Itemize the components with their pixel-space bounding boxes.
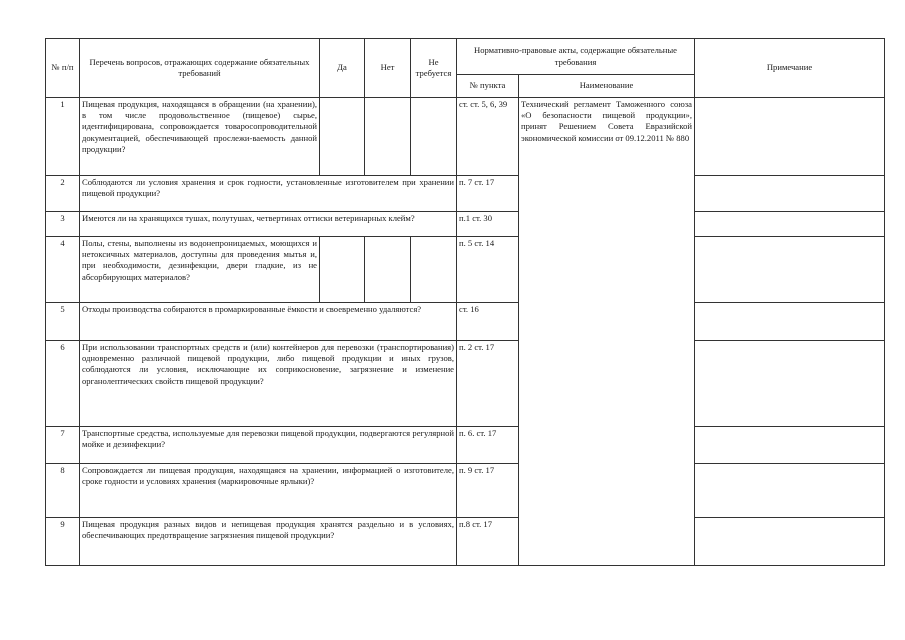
header-num: № п/п — [46, 39, 80, 98]
answer-not-required-cell[interactable] — [411, 98, 457, 176]
row-question: Пищевая продукция, находящаяся в обращении (на хранении), в том числе продовольственное (пищевое) сырье, идентифицирована, сопровождается товаросопроводительной документацией, обеспечивающей прослежи-ваемость данной продукции? — [80, 98, 320, 176]
checklist-table — [45, 38, 885, 566]
table-row — [46, 464, 885, 518]
answer-yes-cell[interactable] — [320, 237, 365, 303]
note-cell[interactable] — [695, 303, 885, 341]
table-row — [46, 237, 885, 303]
row-question: Соблюдаются ли условия хранения и срок годности, установленные изготовителем при хранении пищевой продукции? — [80, 176, 457, 212]
row-clause: ст. 16 — [457, 303, 519, 341]
note-cell[interactable] — [695, 341, 885, 427]
row-question: Отходы производства собираются в промаркированные ёмкости и своевременно удаляются? — [80, 303, 457, 341]
row-clause: п. 7 ст. 17 — [457, 176, 519, 212]
row-number: 1 — [46, 98, 80, 176]
table-row — [46, 341, 885, 427]
note-cell[interactable] — [695, 176, 885, 212]
row-clause: п. 5 ст. 14 — [457, 237, 519, 303]
act-name: Технический регламент Таможенного союза «О безопасности пищевой продукции», принят Решением Совета Евразийской экономической комиссии от 09.12.2011 № 880 — [519, 98, 695, 566]
row-clause: п.1 ст. 30 — [457, 212, 519, 237]
header-note: Примечание — [695, 39, 885, 98]
row-number: 4 — [46, 237, 80, 303]
note-cell[interactable] — [695, 237, 885, 303]
row-question: При использовании транспортных средств и (или) контейнеров для перевозки (транспортирования) одновременно различной пищевой продукции, либо пищевой продукции и иных грузов, соблюдаются ли условия, исключающие их соприкосновение, загрязнение и изменение органолептических свойств пищевой продукции? — [80, 341, 457, 427]
answer-yes-cell[interactable] — [320, 98, 365, 176]
note-cell[interactable] — [695, 464, 885, 518]
row-number: 2 — [46, 176, 80, 212]
table-row — [46, 427, 885, 464]
row-number: 7 — [46, 427, 80, 464]
note-cell[interactable] — [695, 518, 885, 566]
table-row — [46, 212, 885, 237]
row-number: 8 — [46, 464, 80, 518]
header-clause: № пункта — [457, 75, 519, 98]
table-row — [46, 176, 885, 212]
row-question: Полы, стены, выполнены из водонепроницаемых, моющихся и нетоксичных материалов, доступны для проведения мытья и, при необходимости, дезинфекции, двери гладкие, из не абсорбирующих материалов? — [80, 237, 320, 303]
row-question: Пищевая продукция разных видов и непищевая продукция хранятся раздельно и в условиях, обеспечивающих предотвращение загрязнения пищевой продукции? — [80, 518, 457, 566]
header-not-required: Не требуется — [411, 39, 457, 98]
header-questions: Перечень вопросов, отражающих содержание обязательных требований — [80, 39, 320, 98]
row-clause: ст. ст. 5, 6, 39 — [457, 98, 519, 176]
header-row — [46, 39, 885, 75]
row-clause: п. 9 ст. 17 — [457, 464, 519, 518]
header-yes: Да — [320, 39, 365, 98]
row-clause: п. 6. ст. 17 — [457, 427, 519, 464]
answer-not-required-cell[interactable] — [411, 237, 457, 303]
row-question: Транспортные средства, используемые для перевозки пищевой продукции, подвергаются регулярной мойке и дезинфекции? — [80, 427, 457, 464]
row-number: 9 — [46, 518, 80, 566]
row-question: Имеются ли на хранящихся тушах, полутушах, четвертинах оттиски ветеринарных клейм? — [80, 212, 457, 237]
header-no: Нет — [365, 39, 411, 98]
header-act-name: Наименование — [519, 75, 695, 98]
row-number: 5 — [46, 303, 80, 341]
row-clause: п. 2 ст. 17 — [457, 341, 519, 427]
note-cell[interactable] — [695, 212, 885, 237]
row-number: 6 — [46, 341, 80, 427]
table-row — [46, 303, 885, 341]
note-cell[interactable] — [695, 427, 885, 464]
table-row — [46, 518, 885, 566]
table-row — [46, 98, 885, 176]
row-clause: п.8 ст. 17 — [457, 518, 519, 566]
header-acts: Нормативно-правовые акты, содержащие обязательные требования — [457, 39, 695, 75]
row-number: 3 — [46, 212, 80, 237]
answer-no-cell[interactable] — [365, 98, 411, 176]
row-question: Сопровождается ли пищевая продукция, находящаяся на хранении, информацией о изготовителе, сроке годности и условиях хранения (маркировочные ярлыки)? — [80, 464, 457, 518]
note-cell[interactable] — [695, 98, 885, 176]
answer-no-cell[interactable] — [365, 237, 411, 303]
checklist-sheet — [45, 38, 884, 566]
